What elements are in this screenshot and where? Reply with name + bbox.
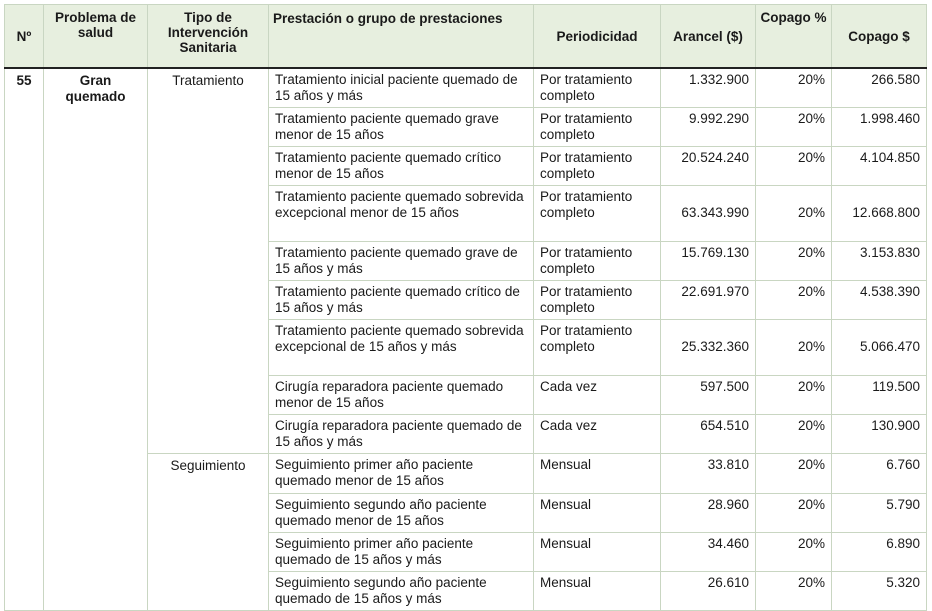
prestacion-cell: Tratamiento paciente quemado sobrevida excepcional menor de 15 años bbox=[269, 185, 534, 241]
arancel-cell: 15.769.130 bbox=[661, 241, 756, 280]
periodicidad-cell: Mensual bbox=[534, 571, 661, 610]
prestacion-cell: Tratamiento paciente quemado crítico de 15 años y más bbox=[269, 280, 534, 319]
prestacion-cell: Cirugía reparadora paciente quemado menor de 15 años bbox=[269, 375, 534, 414]
prestacion-cell: Seguimiento primer año paciente quemado de 15 años y más bbox=[269, 532, 534, 571]
header-copago-monto: Copago $ bbox=[832, 5, 927, 69]
periodicidad-cell: Por tratamiento completo bbox=[534, 241, 661, 280]
copago-monto-cell: 4.538.390 bbox=[832, 280, 927, 319]
arancel-cell: 33.810 bbox=[661, 453, 756, 493]
arancel-table bbox=[4, 4, 927, 611]
copago-monto-cell: 6.890 bbox=[832, 532, 927, 571]
copago-pct-cell: 20% bbox=[756, 375, 832, 414]
copago-monto-cell: 6.760 bbox=[832, 453, 927, 493]
header-problema: Problema de salud bbox=[44, 5, 148, 69]
prestacion-cell: Seguimiento segundo año paciente quemado de 15 años y más bbox=[269, 571, 534, 610]
periodicidad-cell: Por tratamiento completo bbox=[534, 68, 661, 107]
periodicidad-cell: Cada vez bbox=[534, 375, 661, 414]
table-header bbox=[5, 5, 927, 69]
table-row bbox=[5, 68, 927, 107]
copago-pct-cell: 20% bbox=[756, 414, 832, 453]
header-prestacion: Prestación o grupo de prestaciones bbox=[269, 5, 534, 69]
copago-pct-cell: 20% bbox=[756, 493, 832, 532]
copago-pct-cell: 20% bbox=[756, 319, 832, 375]
copago-pct-cell: 20% bbox=[756, 241, 832, 280]
arancel-cell: 25.332.360 bbox=[661, 319, 756, 375]
prestacion-cell: Tratamiento inicial paciente quemado de 15 años y más bbox=[269, 68, 534, 107]
copago-monto-cell: 12.668.800 bbox=[832, 185, 927, 241]
intervention-type: Seguimiento bbox=[148, 453, 269, 610]
problem-number: 55 bbox=[5, 68, 44, 610]
copago-pct-cell: 20% bbox=[756, 185, 832, 241]
arancel-cell: 63.343.990 bbox=[661, 185, 756, 241]
copago-monto-cell: 5.066.470 bbox=[832, 319, 927, 375]
header-copago-pct: Copago % bbox=[756, 5, 832, 69]
copago-pct-cell: 20% bbox=[756, 571, 832, 610]
copago-monto-cell: 119.500 bbox=[832, 375, 927, 414]
prestacion-cell: Tratamiento paciente quemado grave de 15 años y más bbox=[269, 241, 534, 280]
copago-monto-cell: 5.320 bbox=[832, 571, 927, 610]
prestacion-cell: Tratamiento paciente quemado sobrevida excepcional de 15 años y más bbox=[269, 319, 534, 375]
copago-pct-cell: 20% bbox=[756, 146, 832, 185]
copago-pct-cell: 20% bbox=[756, 280, 832, 319]
prestacion-cell: Tratamiento paciente quemado grave menor de 15 años bbox=[269, 107, 534, 146]
periodicidad-cell: Mensual bbox=[534, 493, 661, 532]
prestacion-cell: Cirugía reparadora paciente quemado de 15 años y más bbox=[269, 414, 534, 453]
periodicidad-cell: Por tratamiento completo bbox=[534, 280, 661, 319]
copago-monto-cell: 3.153.830 bbox=[832, 241, 927, 280]
copago-monto-cell: 266.580 bbox=[832, 68, 927, 107]
arancel-cell: 26.610 bbox=[661, 571, 756, 610]
header-arancel: Arancel ($) bbox=[661, 5, 756, 69]
periodicidad-cell: Por tratamiento completo bbox=[534, 107, 661, 146]
arancel-cell: 1.332.900 bbox=[661, 68, 756, 107]
problem-name: Gran quemado bbox=[44, 68, 148, 610]
copago-monto-cell: 5.790 bbox=[832, 493, 927, 532]
copago-monto-cell: 1.998.460 bbox=[832, 107, 927, 146]
arancel-cell: 654.510 bbox=[661, 414, 756, 453]
table-body bbox=[5, 68, 927, 610]
header-no: Nº bbox=[5, 5, 44, 69]
arancel-cell: 22.691.970 bbox=[661, 280, 756, 319]
copago-pct-cell: 20% bbox=[756, 532, 832, 571]
copago-monto-cell: 4.104.850 bbox=[832, 146, 927, 185]
periodicidad-cell: Por tratamiento completo bbox=[534, 319, 661, 375]
arancel-cell: 28.960 bbox=[661, 493, 756, 532]
arancel-cell: 34.460 bbox=[661, 532, 756, 571]
copago-monto-cell: 130.900 bbox=[832, 414, 927, 453]
arancel-cell: 9.992.290 bbox=[661, 107, 756, 146]
copago-pct-cell: 20% bbox=[756, 453, 832, 493]
periodicidad-cell: Por tratamiento completo bbox=[534, 185, 661, 241]
prestacion-cell: Seguimiento segundo año paciente quemado menor de 15 años bbox=[269, 493, 534, 532]
periodicidad-cell: Cada vez bbox=[534, 414, 661, 453]
periodicidad-cell: Mensual bbox=[534, 532, 661, 571]
arancel-cell: 597.500 bbox=[661, 375, 756, 414]
header-periodicidad: Periodicidad bbox=[534, 5, 661, 69]
copago-pct-cell: 20% bbox=[756, 68, 832, 107]
periodicidad-cell: Mensual bbox=[534, 453, 661, 493]
prestacion-cell: Tratamiento paciente quemado crítico menor de 15 años bbox=[269, 146, 534, 185]
header-tipo: Tipo de Intervención Sanitaria bbox=[148, 5, 269, 69]
arancel-cell: 20.524.240 bbox=[661, 146, 756, 185]
prestacion-cell: Seguimiento primer año paciente quemado menor de 15 años bbox=[269, 453, 534, 493]
intervention-type: Tratamiento bbox=[148, 68, 269, 453]
periodicidad-cell: Por tratamiento completo bbox=[534, 146, 661, 185]
copago-pct-cell: 20% bbox=[756, 107, 832, 146]
